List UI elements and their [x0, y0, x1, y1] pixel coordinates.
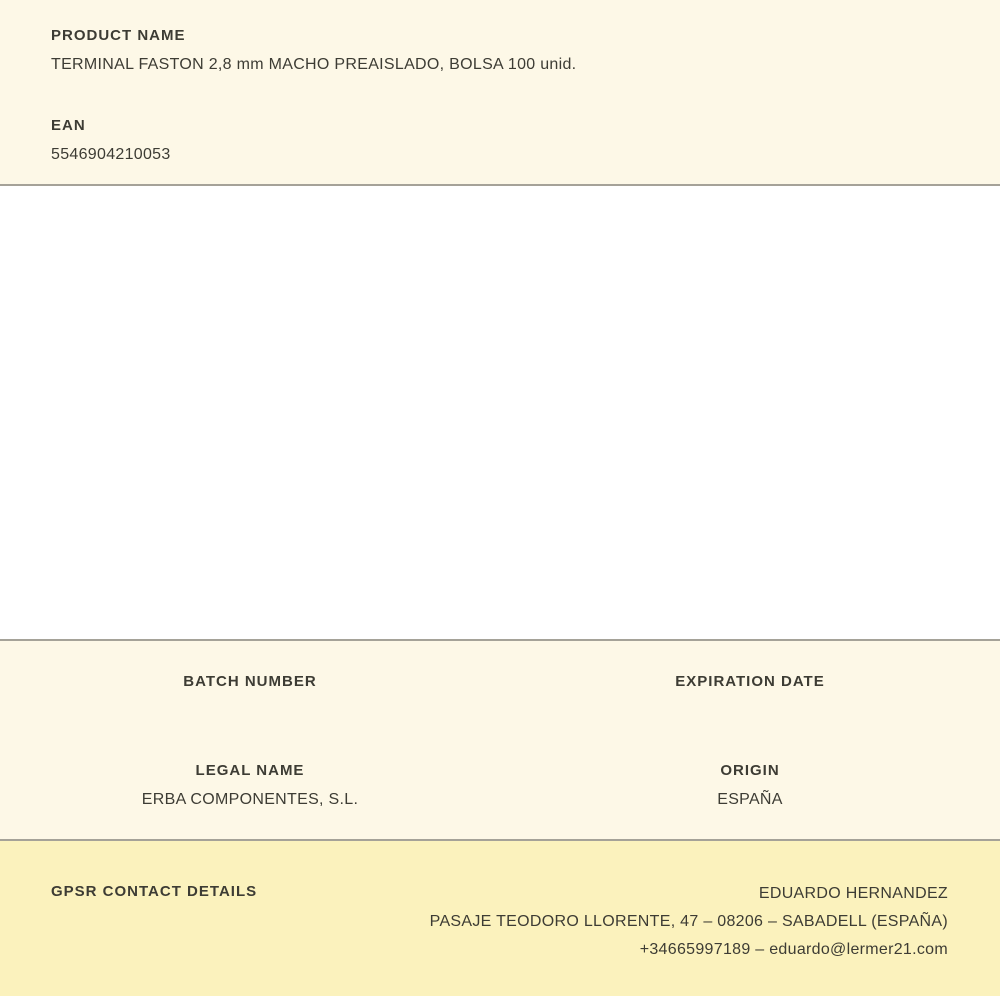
batch-number-value [0, 701, 500, 725]
product-name-field [51, 26, 949, 75]
batch-number-field [0, 672, 500, 725]
legal-name-field [0, 761, 500, 814]
origin-label: ORIGIN [720, 762, 780, 779]
legal-name-label: LEGAL NAME [195, 762, 305, 779]
contact-phone-email: +34665997189 – eduardo@lermer21.com [639, 941, 948, 958]
origin-value: ESPAÑA [717, 791, 783, 808]
expiration-date-field [500, 672, 1000, 725]
expiration-date-value [500, 701, 1000, 725]
details-grid [0, 672, 1000, 814]
gpsr-contact-section [0, 841, 1000, 996]
ean-label: EAN [51, 117, 86, 134]
product-image-area [0, 186, 1000, 641]
product-details-section [0, 641, 1000, 841]
batch-number-label: BATCH NUMBER [183, 673, 317, 690]
ean-value: 5546904210053 [51, 146, 171, 163]
product-header-section [0, 0, 1000, 186]
gpsr-contact-title: GPSR CONTACT DETAILS [51, 883, 258, 900]
contact-address: PASAJE TEODORO LLORENTE, 47 – 08206 – SABADELL (ESPAÑA) [429, 913, 948, 930]
contact-name: EDUARDO HERNANDEZ [758, 885, 948, 902]
contact-block [430, 880, 948, 964]
ean-field [51, 116, 949, 165]
origin-field [500, 761, 1000, 814]
legal-name-value: ERBA COMPONENTES, S.L. [141, 791, 359, 808]
expiration-date-label: EXPIRATION DATE [675, 673, 825, 690]
product-name-label: PRODUCT NAME [51, 27, 186, 44]
product-name-value: TERMINAL FASTON 2,8 mm MACHO PREAISLADO, BOLSA 100 unid. [51, 56, 577, 73]
